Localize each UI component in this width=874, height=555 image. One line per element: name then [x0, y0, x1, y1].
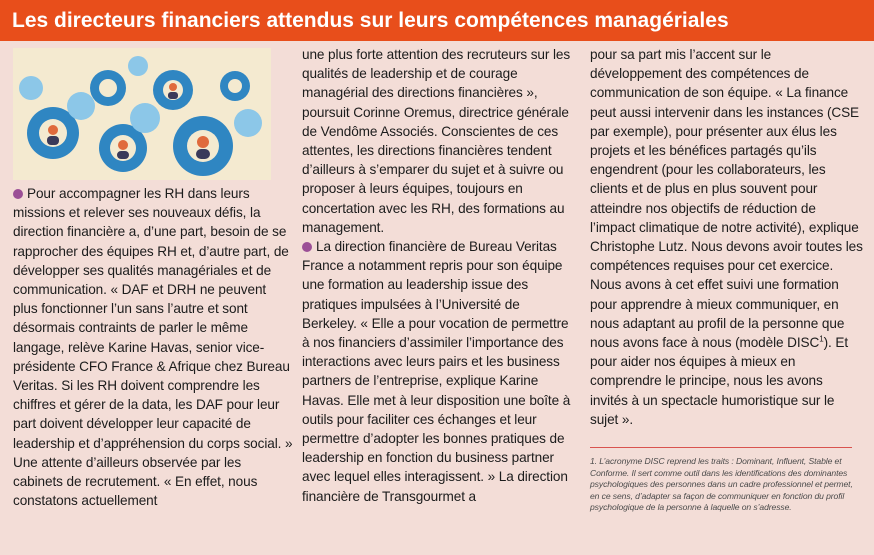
paragraph-text: une plus forte attention des recruteurs sur les qualités de leadership et de courage managérial des directions financières », poursuit Corinne Oremus, directrice générale de Vendôme Associés. Conscientes de ces attentes, les directions financières tendent d’ailleurs à s’emparer du sujet et à suivre ou proposer à leurs équipes, toujours en concertation avec les RH, des formations au management. — [302, 47, 571, 235]
article-title: Les directeurs financiers attendus sur leurs compétences managériales — [0, 0, 874, 41]
gears-with-people-icon — [13, 48, 271, 180]
paragraph — [302, 237, 574, 506]
paragraph-text: Pour accompagner les RH dans leurs missions et relever ses nouveaux défis, la direction financière a, d’une part, besoin de se rapprocher des équipes RH et, d’autre part, de développer ses qualités managériales et de communication. « DAF et DRH ne peuvent plus fonctionner l’un sans l’autre et sont désormais contraints de parler le même langage, relève Karine Havas, senior vice-présidente CFO France & Afrique chez Bureau Veritas. Si les RH doivent comprendre les chiffres et gérer de la data, les DAF pour leur part doivent développer leur capacité de leadership et d’appréhension du corps social. » Une attente d’ailleurs observée par les cabinets de recrutement. « En effet, nous constatons actuellement — [13, 186, 293, 509]
footnote: 1. L’acronyme DISC reprend les traits : Dominant, Influent, Stable et Conforme. Il sert comme outil dans les identifications des dominantes psychologiques des personnes dans un cadre professionnel et permet, en ce sens, d’adapter sa façon de communiquer en fonction du profil psychologique de la personne à laquelle on s’adresse. — [590, 456, 853, 513]
footnote-ref: 1 — [819, 334, 824, 344]
paragraph — [590, 45, 864, 429]
paragraph-text: pour sa part mis l’accent sur le développement des compétences de communication de son équipe. « La finance peut aussi intervenir dans les instances (CSE par exemple), pour présenter aux élus les projets et les bénéfices partagés qu’ils engendrent (pour les collaborateurs, les clients et de plus en plus souvent pour atteindre nos objectifs de réduction de l’impact climatique de notre activité), explique Christophe Lutz. Nous devons avoir toutes les compétences requises pour cet exercice. Nous avons à cet effet suivi une formation pour apprendre à mieux communiquer, en nous adaptant au profil de la personne que nous avons face à nous (modèle DISC — [590, 47, 863, 351]
footnote-divider — [590, 447, 852, 448]
paragraph-text: ). Et pour aider nos équipes à mieux en comprendre le principe, nous les avons invités à un spectacle humoristique sur le sujet ». — [590, 335, 849, 427]
column-1 — [13, 48, 293, 510]
paragraph — [13, 184, 293, 510]
bullet-dot-icon — [302, 242, 312, 252]
column-3 — [590, 45, 864, 514]
column-2 — [302, 45, 574, 506]
paragraph-text: La direction financière de Bureau Veritas France a notamment repris pour son équipe une formation au leadership issue des pratiques impulsées à l’Université de Berkeley. « Elle a pour vocation de permettre à nos financiers d’assimiler l’importance des interactions avec leurs pairs et les business partners de l’entreprise, explique Karine Havas. Elle met à leur disposition une boîte à outils pour faciliter ces échanges et leur permettre d’adopter les bonnes pratiques de leadership en fonction du business partner avec lequel elles interagissent. » La direction financière de Transgourmet a — [302, 239, 571, 504]
bullet-dot-icon — [13, 189, 23, 199]
